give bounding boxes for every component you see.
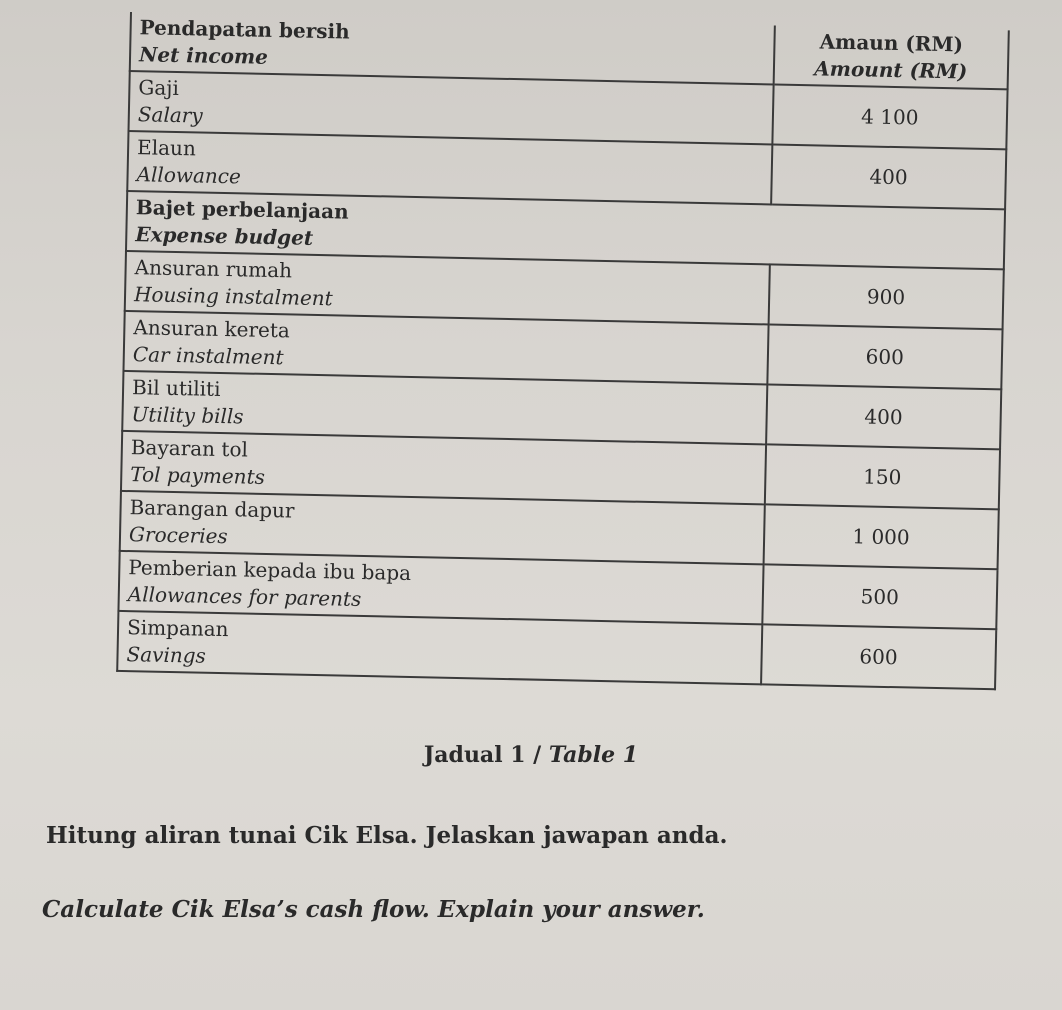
net-income-title-en: Net income xyxy=(138,42,269,69)
expense-title-en: Expense budget xyxy=(135,222,314,250)
row-amount: 500 xyxy=(762,564,998,629)
table-caption-en: Table 1 xyxy=(548,742,639,768)
row-label-en: Savings xyxy=(126,642,207,668)
row-label-ms: Bil utiliti xyxy=(131,375,221,401)
row-amount: 600 xyxy=(767,324,1003,389)
row-amount: 150 xyxy=(765,444,1001,509)
row-label-en: Salary xyxy=(137,102,203,128)
table-caption-ms: Jadual 1 / xyxy=(423,742,549,768)
amount-header-ms: Amaun (RM) xyxy=(819,29,964,57)
amount-header xyxy=(773,26,1008,90)
row-amount: 400 xyxy=(771,144,1007,209)
income-expense-table xyxy=(116,12,1010,690)
row-label-ms: Simpanan xyxy=(126,615,229,642)
row-label-ms: Bayaran tol xyxy=(130,435,249,462)
row-label-en: Groceries xyxy=(128,522,228,549)
row-label-en: Tol payments xyxy=(130,462,266,489)
row-amount: 600 xyxy=(761,624,997,689)
row-label-ms: Gaji xyxy=(138,75,180,101)
net-income-title-ms: Pendapatan bersih xyxy=(139,15,350,44)
row-label xyxy=(117,611,762,684)
row-amount: 900 xyxy=(768,264,1004,329)
row-label-ms: Elaun xyxy=(136,135,197,161)
expense-title-ms: Bajet perbelanjaan xyxy=(135,195,349,224)
row-amount: 400 xyxy=(766,384,1002,449)
amount-header-en: Amount (RM) xyxy=(814,56,968,84)
row-label-en: Utility bills xyxy=(131,402,244,429)
row-label-en: Allowances for parents xyxy=(127,582,362,611)
row-label-ms: Barangan dapur xyxy=(129,495,295,523)
row-amount: 1 000 xyxy=(763,504,999,569)
question-text-ms: Hitung aliran tunai Cik Elsa. Jelaskan jawapan anda. xyxy=(46,822,728,849)
question-text-en: Calculate Cik Elsa’s cash flow. Explain your answer. xyxy=(42,896,705,923)
row-label-en: Car instalment xyxy=(132,342,284,370)
row-label-ms: Ansuran kereta xyxy=(133,315,291,343)
row-label-en: Allowance xyxy=(136,162,242,189)
row-label-en: Housing instalment xyxy=(133,282,333,311)
row-label-ms: Pemberian kepada ibu bapa xyxy=(128,555,412,586)
table-caption xyxy=(0,742,1062,768)
row-amount: 4 100 xyxy=(772,84,1008,149)
row-label-ms: Ansuran rumah xyxy=(134,255,293,283)
